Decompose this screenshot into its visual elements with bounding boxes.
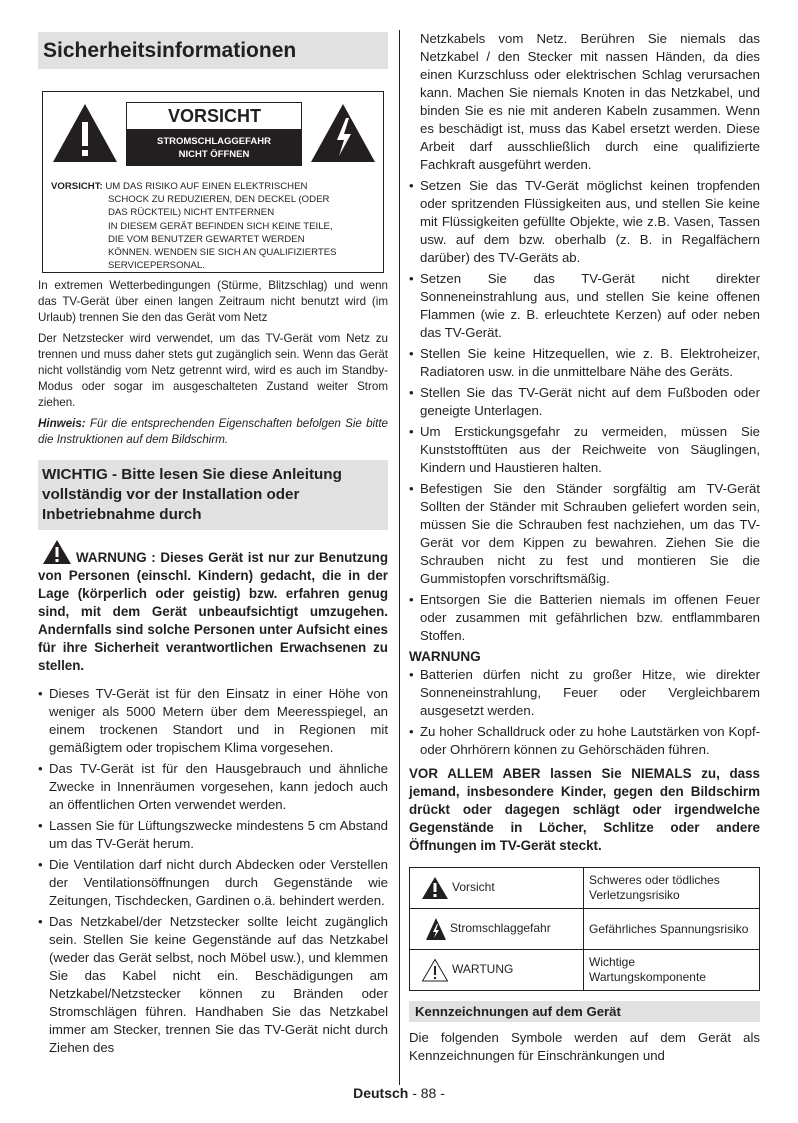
list-item: • Setzen Sie das TV-Gerät möglichst keinen tropfenden oder spritzenden Flüssigkeiten aus, und stellen Sie keine mit Flüssigkeiten gefüllte Objekte, wie z.B. Vasen, Tassen usw. auf dem bzw. oberhalb (z. B. in Regalfächern darüber) des TV-Geräts ab. (409, 177, 760, 267)
mains-plug-paragraph: Der Netzstecker wird verwendet, um das TV-Gerät vom Netz zu trennen und muss daher stets gut zugänglich sein. Wenn das Gerät nicht vollständig vom Netz getrennt wird, wird es auch im Standby-Modus oder sogar im ausgeschalteten Zustand weiter Strom ziehen. (38, 332, 388, 409)
list-item: • Zu hoher Schalldruck oder zu hohe Lautstärken von Kopf- oder Ohrhörern können zu Gehörschäden führen. (409, 723, 760, 759)
symbol-cell (410, 868, 584, 909)
hint-label: Hinweis: (38, 417, 86, 431)
caution-label-box (42, 91, 384, 273)
warning-exclamation-icon (421, 876, 449, 900)
markings-heading: Kennzeichnungen auf dem Gerät (409, 1001, 760, 1022)
list-item: • Stellen Sie keine Hitzequellen, wie z. B. Elektroheizer, Radiatoren usw. in die unmittelbare Nähe des Geräts. (409, 345, 760, 381)
caution-subtext (127, 130, 301, 165)
warning-triangle-icon (42, 539, 72, 565)
warning-paragraph (38, 539, 388, 675)
table-row (410, 868, 760, 909)
power-cord-continuation: Netzkabels vom Netz. Berühren Sie niemals das Netzkabel / den Stecker mit nassen Händen, da dies einen Kurzschluss oder elektrischen Schlag verursachen kann. Machen Sie niemals Knoten in das Netzkabel, und binden Sie es nie mit anderen Kabeln zusammen. Wenn es beschädigt ist, muss das Kabel ersetzt werden. Diese Arbeit darf ausschließlich durch eine qualifizierte Fachkraft ausgeführt werden. (420, 31, 760, 172)
symbol-cell (410, 950, 584, 991)
caution-subtext-line2: NICHT ÖFFNEN (178, 149, 250, 160)
hint-paragraph (38, 416, 388, 448)
list-item: • Setzen Sie das TV-Gerät nicht direkter Sonneneinstrahlung aus, und stellen Sie keine offenen Flammen (wie z. B. erleuchtete Kerzen) auf oder neben das TV-Gerät. (409, 270, 760, 342)
symbol-description: Wichtige Wartungskomponente (584, 950, 760, 991)
list-item: • Dieses TV-Gerät ist für den Einsatz in einer Höhe von weniger als 5000 Metern über dem Meeresspiegel, an einem trockenen Standort und in Regionen mit gemäßigtem oder tropischem Klima vorgesehen. (38, 685, 388, 757)
caution-subtext-line1: STROMSCHLAGGEFAHR (157, 136, 271, 147)
caution-text-line: DIE VOM BENUTZER GEWARTET WERDEN (108, 233, 305, 245)
caution-text-line: UM DAS RISIKO AUF EINEN ELEKTRISCHEN (105, 181, 308, 192)
hint-text: Für die entsprechenden Eigenschaften befolgen Sie bitte die Instruktionen auf dem Bildschirm. (38, 417, 388, 447)
symbol-table (409, 867, 760, 991)
warnung-bullet-list (409, 666, 760, 759)
page-footer (0, 1085, 798, 1101)
important-heading: WICHTIG - Bitte lesen Sie diese Anleitung vollständig vor der Installation oder Inbetriebnahme durch (38, 460, 388, 530)
caution-header-box (126, 102, 302, 166)
symbol-description: Schweres oder tödliches Verletzungsrisiko (584, 868, 760, 909)
list-item: • Lassen Sie für Lüftungszwecke mindestens 5 cm Abstand um das TV-Gerät herum. (38, 817, 388, 853)
electric-shock-icon (425, 917, 447, 941)
page-title: Sicherheitsinformationen (38, 32, 388, 69)
list-item: • Das Netzkabel/der Netzstecker sollte leicht zugänglich sein. Stellen Sie keine Gegenstände auf das Netzkabel (weder das Gerät selbst, noch Möbel usw.), und klemmen Sie das Kabel nicht ein. Beschädigungen am Netzkabel/Netzstecker können zu Bränden oder Stromschlägen führen. Handhaben Sie das Netzkabel immer am Stecker, trennen Sie das TV-Gerät nicht durch Ziehen des (38, 913, 388, 1057)
symbol-cell (410, 909, 584, 950)
list-item: • Um Erstickungsgefahr zu vermeiden, müssen Sie Kunststofftüten aus der Reichweite von Säuglingen, Kindern und Haustieren halten. (409, 423, 760, 477)
list-item: • Das TV-Gerät ist für den Hausgebrauch und ähnliche Zwecke in Innenräumen vorgesehen, kann jedoch auch an öffentlichen Orten verwendet werden. (38, 760, 388, 814)
left-column (38, 30, 388, 1060)
right-column (409, 30, 760, 1065)
table-row (410, 950, 760, 991)
footer-page-number: - 88 - (408, 1085, 445, 1101)
caution-text (51, 180, 371, 272)
list-item: • Batterien dürfen nicht zu großer Hitze, wie direkter Sonneneinstrahlung, Feuer oder Vergleichbarem ausgesetzt werden. (409, 666, 760, 720)
warning-exclamation-icon (51, 102, 119, 164)
symbol-description: Gefährliches Spannungsrisiko (584, 909, 760, 950)
list-item: • Stellen Sie das TV-Gerät nicht auf dem Fußboden oder geneigte Unterlagen. (409, 384, 760, 420)
caution-text-line: IN DIESEM GERÄT BEFINDEN SICH KEINE TEILE, (108, 220, 333, 232)
right-bullet-list (409, 177, 760, 645)
symbol-label: Vorsicht (452, 880, 495, 895)
footer-language: Deutsch (353, 1085, 409, 1101)
never-allow-paragraph: VOR ALLEM ABER lassen Sie NIEMALS zu, dass jemand, insbesondere Kinder, gegen den Bildschirm drückt oder dagegen schlägt oder irgendwelche Gegenstände in Löcher, Schlitze oder andere Öffnungen im TV-Gerät steckt. (409, 766, 760, 853)
caution-text-line: DAS RÜCKTEIL) NICHT ENTFERNEN (108, 207, 275, 219)
markings-text: Die folgenden Symbole werden auf dem Gerät als Kennzeichnungen für Einschränkungen und (409, 1030, 760, 1063)
maintenance-exclamation-icon (421, 958, 449, 982)
symbol-label: Stromschlaggefahr (450, 921, 551, 936)
table-row (410, 909, 760, 950)
weather-paragraph: In extremen Wetterbedingungen (Stürme, Blitzschlag) und wenn das TV-Gerät über einen langen Zeitraum nicht benutzt wird (im Urlaub) trennen Sie den das Gerät vom Netz (38, 279, 388, 324)
column-divider (399, 30, 400, 1085)
caution-text-line: SERVICEPERSONAL. (108, 260, 205, 272)
left-bullet-list (38, 685, 388, 1057)
caution-header: VORSICHT (127, 103, 301, 130)
warnung-heading: WARNUNG (409, 649, 481, 664)
list-item: • Entsorgen Sie die Batterien niemals im offenen Feuer oder zusammen mit gefährlichen bzw. entflammbaren Stoffen. (409, 591, 760, 645)
list-item: • Die Ventilation darf nicht durch Abdecken oder Verstellen der Ventilationsöffnungen durch Gegenstände wie Zeitungen, Tischdecken, Gardinen o.ä. behindert werden. (38, 856, 388, 910)
list-item: • Befestigen Sie den Ständer sorgfältig am TV-Gerät Sollten der Ständer mit Schrauben geliefert worden sein, müssen Sie die Schrauben fest nachziehen, um das TV-Gerät vor dem Kippen zu bewahren. Ziehen Sie die Schrauben nicht zu fest und montieren Sie die Gummistopfen vorschriftsmäßig. (409, 480, 760, 588)
caution-text-line: SCHOCK ZU REDUZIEREN, DEN DECKEL (ODER (108, 194, 330, 206)
symbol-label: WARTUNG (452, 962, 514, 977)
electric-shock-icon (309, 102, 377, 164)
caution-text-line: KÖNNEN. WENDEN SIE SICH AN QUALIFIZIERTES (108, 247, 337, 259)
caution-text-label: VORSICHT: (51, 181, 103, 192)
warning-paragraph-text: WARNUNG : Dieses Gerät ist nur zur Benutzung von Personen (einschl. Kindern) gedacht, die in der Lage (körperlich oder geistig) bzw. erfahren genug sind, mit dem Gerät unbeaufsichtigt umzugehen. Andernfalls sind solche Personen unter Aufsicht eines für ihre Sicherheit verantwortlichen Erwachsenen zu stellen. (38, 549, 388, 673)
